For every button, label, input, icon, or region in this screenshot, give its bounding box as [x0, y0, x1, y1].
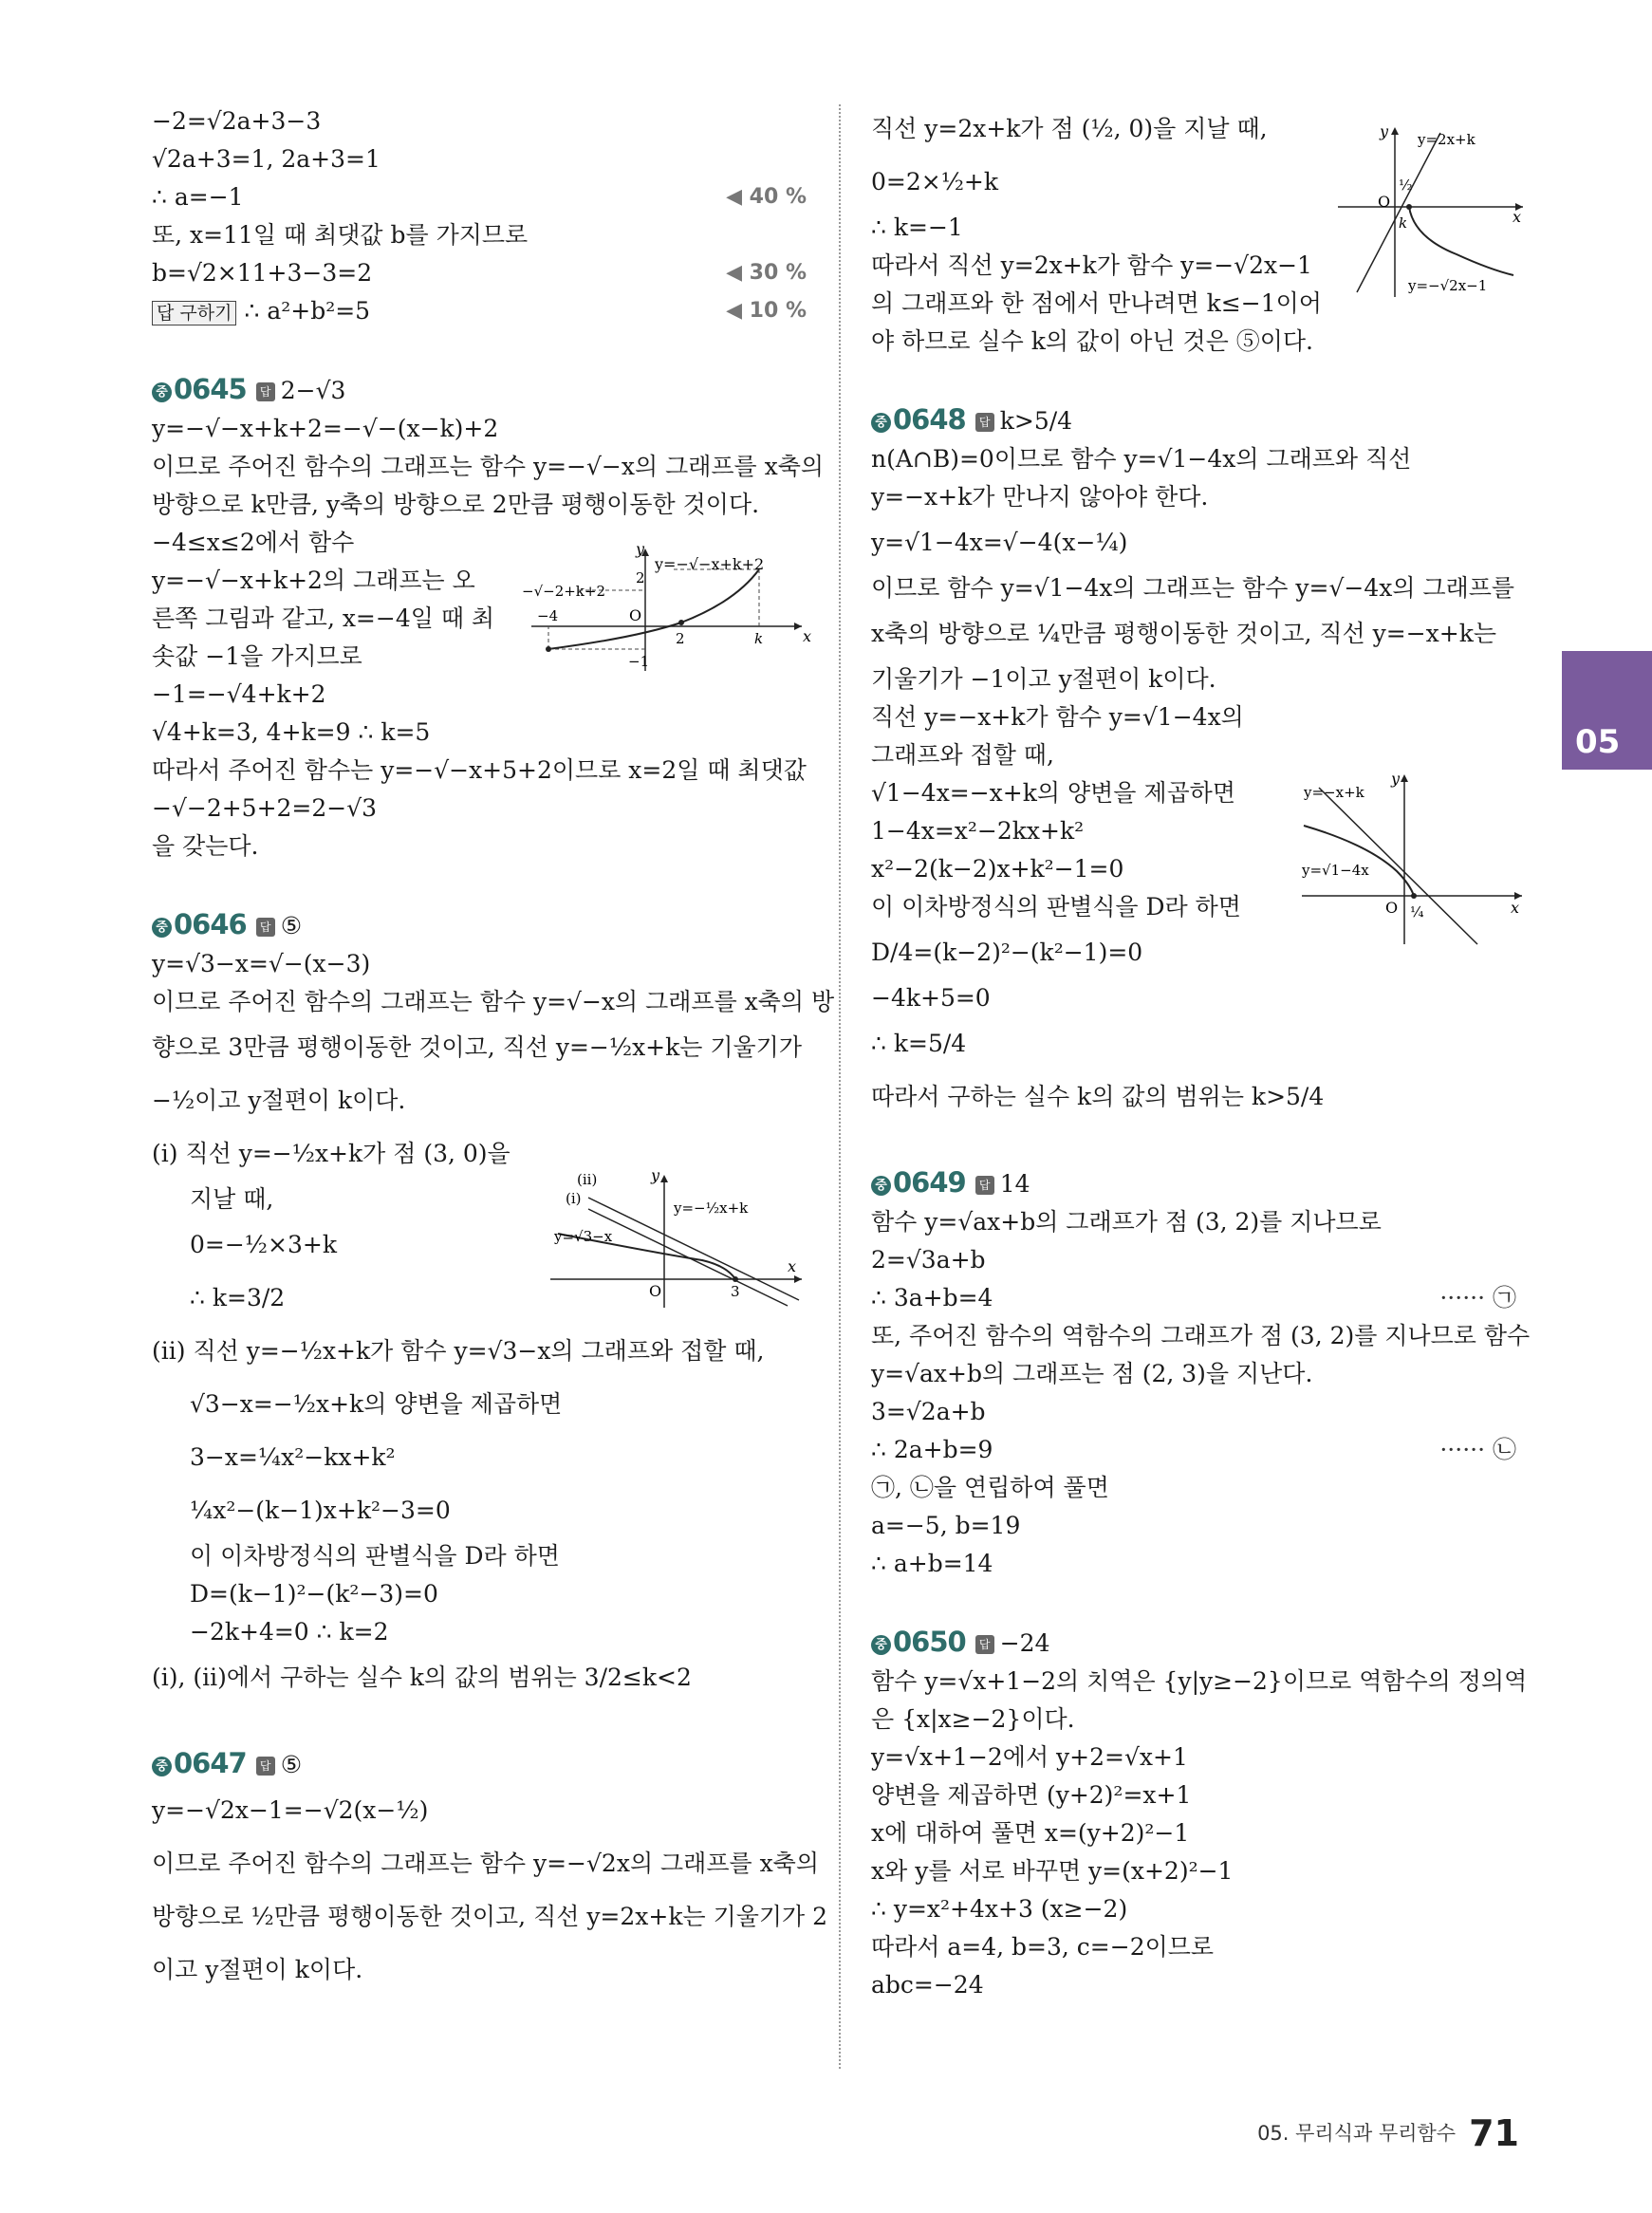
- x-tick: 3: [731, 1283, 740, 1300]
- answer-icon: 답: [256, 382, 275, 401]
- x-axis-label: x: [803, 627, 812, 645]
- solution-line: [871, 323, 1516, 361]
- solution-line: [152, 676, 807, 714]
- solution-line: [871, 1507, 1516, 1545]
- problem-number: 0648: [893, 403, 966, 436]
- case-ii-line: (ii) 직선 y=−½x+k가 함수 y=√3−x의 그래프와 접할 때,: [152, 1337, 765, 1365]
- solution-line: [871, 1890, 1516, 1928]
- solution-line: [871, 1545, 1516, 1583]
- score-percent: ◀ 30 %: [726, 261, 807, 285]
- solution-line: [152, 254, 807, 292]
- solution-line: [871, 979, 1516, 1017]
- solution-line: [871, 1701, 1516, 1739]
- half-tick: ½: [1399, 177, 1413, 194]
- x-tick: k: [754, 630, 764, 647]
- solution-line: [871, 660, 1516, 698]
- solution-line: [871, 698, 1516, 736]
- x-axis-label: x: [1513, 208, 1522, 226]
- line-text: 솟값 −1을 가지므로: [152, 642, 362, 670]
- line-text: y=√ax+b의 그래프는 점 (2, 3)을 지난다.: [871, 1360, 1313, 1387]
- line-text: 함수 y=√ax+b의 그래프가 점 (3, 2)를 지나므로: [871, 1208, 1382, 1236]
- line-text: 이므로 주어진 함수의 그래프는 함수 y=−√−x의 그래프를 x축의: [152, 453, 825, 480]
- line-label: y=−½x+k: [674, 1199, 749, 1217]
- solution-line: [152, 140, 807, 178]
- line-text: 따라서 a=4, b=3, c=−2이므로: [871, 1933, 1215, 1961]
- problem-0647-solution: [152, 1784, 828, 1997]
- case-i-line: 지날 때,: [190, 1185, 274, 1213]
- curve: [548, 569, 759, 649]
- line-text: ∴ k=−1: [871, 214, 963, 241]
- solution-line: [871, 1776, 1516, 1814]
- label-ii: (ii): [577, 1171, 598, 1188]
- level-badge: 중: [152, 382, 172, 402]
- case-i-line: 0=−½×3+k: [190, 1231, 337, 1258]
- line-text: 0=2×½+k: [871, 168, 999, 195]
- line-text: 따라서 구하는 실수 k의 값의 범위는 k>5/4: [871, 1083, 1325, 1110]
- line-label: y=−x+k: [1304, 784, 1364, 801]
- line-text: 기울기가 −1이고 y절편이 k이다.: [871, 665, 1216, 693]
- problem-number: 0647: [174, 1747, 247, 1779]
- endpoint: [546, 646, 551, 652]
- solution-line: [871, 607, 1516, 660]
- line-text: √4+k=3, 4+k=9 ∴ k=5: [152, 718, 431, 746]
- origin-label: O: [629, 606, 642, 624]
- line-text: 그래프와 접할 때,: [871, 741, 1054, 769]
- x-tick: −4: [537, 607, 559, 624]
- line-text: x와 y를 서로 바꾸면 y=(x+2)²−1: [871, 1857, 1234, 1885]
- solution-line: [871, 1663, 1528, 1701]
- line-text: √2a+3=1, 2a+3=1: [152, 145, 381, 173]
- level-badge: 중: [871, 413, 891, 433]
- solution-line: [152, 216, 807, 254]
- solution-line: [871, 569, 1516, 607]
- line-text: −1=−√4+k+2: [152, 680, 326, 708]
- solution-line: [871, 1393, 1516, 1431]
- solution-line: [871, 1431, 1516, 1469]
- case-ii-line: 3−x=¼x²−kx+k²: [190, 1443, 396, 1471]
- origin-label: O: [649, 1282, 662, 1300]
- solution-line: [871, 1070, 1516, 1124]
- solution-line: [871, 1966, 1516, 2004]
- line-text: a=−5, b=19: [871, 1512, 1021, 1539]
- x-axis-label: x: [1511, 899, 1520, 917]
- problem-answer: k>5/4: [999, 407, 1073, 435]
- line-text: ∴ 2a+b=9: [871, 1436, 993, 1463]
- problem-0649-header: [871, 1162, 1516, 1203]
- solution-line: [871, 1279, 1516, 1317]
- endpoint: [733, 1276, 738, 1282]
- y-axis-label: y: [1391, 770, 1401, 788]
- solution-line: [152, 828, 807, 865]
- endpoint: [1411, 893, 1417, 899]
- line-text: ∴ a²+b²=5: [244, 297, 371, 325]
- line-text: y=√1−4x=√−4(x−¼): [871, 529, 1128, 556]
- line-text: y=−√−x+k+2의 그래프는 오: [152, 567, 475, 594]
- level-badge: 중: [152, 918, 172, 938]
- y-value-label: −√−2+k+2: [522, 583, 606, 600]
- line-text: D/4=(k−2)²−(k²−1)=0: [871, 939, 1143, 966]
- x-tick: 2: [676, 630, 685, 647]
- level-badge: 중: [871, 1176, 891, 1196]
- y-axis-arrow: [1391, 127, 1399, 135]
- solution-line: [871, 1928, 1516, 1966]
- solution-line: [871, 1241, 1516, 1279]
- solution-line: [871, 1814, 1516, 1852]
- quarter-tick: ¼: [1410, 903, 1424, 921]
- problem-number: 0646: [174, 908, 247, 940]
- problem-0646-header: [152, 903, 807, 945]
- solution-line: 이므로 주어진 함수의 그래프는 함수 y=√−x의 그래프를 x축의 방: [152, 988, 835, 1015]
- line-text: abc=−24: [871, 1971, 984, 1999]
- x-axis-arrow: [794, 623, 802, 630]
- line-text: 이 이차방정식의 판별식을 D라 하면: [871, 893, 1241, 921]
- problem-number: 0645: [174, 373, 247, 405]
- y-tick: 2: [636, 569, 645, 586]
- case-ii-line: D=(k−1)²−(k²−3)=0: [190, 1580, 438, 1608]
- line-text: 1−4x=x²−2kx+k²: [871, 817, 1085, 845]
- case-i-line: ∴ k=3/2: [190, 1284, 286, 1311]
- solution-line: −½이고 y절편이 k이다.: [152, 1087, 406, 1114]
- level-badge: 중: [871, 1635, 891, 1655]
- problem-0646-solution: [152, 945, 835, 1704]
- line-text: x축의 방향으로 ¼만큼 평행이동한 것이고, 직선 y=−x+k는: [871, 620, 1497, 647]
- page-footer: [1257, 2112, 1519, 2154]
- k-label: k: [1399, 214, 1408, 232]
- graph-0648: [1302, 769, 1526, 949]
- y-tick: −1: [628, 653, 650, 670]
- case-ii-line: 이 이차방정식의 판별식을 D라 하면: [190, 1542, 560, 1570]
- solution-line: [152, 178, 807, 216]
- curve-label: y=√1−4x: [1302, 862, 1369, 879]
- problem-0649-solution: [871, 1203, 1531, 1583]
- graph-0647: [1338, 121, 1528, 302]
- solution-line: [152, 790, 807, 828]
- x-axis-arrow: [794, 1275, 802, 1283]
- y-axis-label: y: [636, 540, 645, 558]
- line-text: ∴ k=5/4: [871, 1030, 967, 1057]
- level-badge: 중: [152, 1757, 172, 1776]
- y-axis-arrow: [660, 1175, 668, 1182]
- x-axis-label: x: [788, 1257, 797, 1275]
- solution-line: 이므로 주어진 함수의 그래프는 함수 y=−√2x의 그래프를 x축의: [152, 1850, 819, 1877]
- answer-icon: 답: [975, 1635, 994, 1654]
- line-text: ∴ y=x²+4x+3 (x≥−2): [871, 1895, 1128, 1923]
- solution-line: [871, 1355, 1516, 1393]
- score-percent: ◀ 40 %: [726, 185, 807, 209]
- problem-answer: −24: [999, 1629, 1050, 1657]
- left-column: [152, 102, 835, 1997]
- solution-line: [871, 1203, 1516, 1241]
- line-text: 따라서 직선 y=2x+k가 함수 y=−√2x−1: [871, 251, 1312, 279]
- case-ii-line: ¼x²−(k−1)x+k²−3=0: [190, 1497, 451, 1524]
- chapter-tab-label: 05: [1575, 723, 1621, 761]
- line-text: 른쪽 그림과 같고, x=−4일 때 최: [152, 604, 495, 632]
- solution-line: [152, 410, 807, 448]
- solution-line: 향으로 3만큼 평행이동한 것이고, 직선 y=−½x+k는 기울기가: [152, 1033, 802, 1061]
- problem-0647-header: [152, 1742, 807, 1784]
- prev-solution-end: [152, 102, 807, 330]
- line-text: 양변을 제곱하면 (y+2)²=x+1: [871, 1781, 1192, 1809]
- case-ii-line: √3−x=−½x+k의 양변을 제곱하면: [190, 1390, 563, 1418]
- solution-line: [152, 752, 807, 790]
- curve-label: y=−√−x+k+2: [655, 555, 765, 573]
- curve-label: y=−√2x−1: [1408, 277, 1488, 294]
- case-i-line: (i) 직선 y=−½x+k가 점 (3, 0)을: [152, 1140, 510, 1167]
- line-text: 은 {x|x≥−2}이다.: [871, 1705, 1075, 1733]
- problem-0650-solution: [871, 1663, 1528, 2004]
- line-text: 또, x=11일 때 최댓값 b를 가지므로: [152, 221, 529, 249]
- problem-0645-header: [152, 368, 807, 410]
- solution-line: [871, 1739, 1516, 1776]
- solution-line: 이고 y절편이 k이다.: [152, 1956, 363, 1983]
- line-text: 직선 y=2x+k가 점 (½, 0)을 지날 때,: [871, 115, 1268, 142]
- solution-line: [152, 714, 807, 752]
- endpoint: [678, 620, 684, 625]
- problem-answer: 14: [999, 1170, 1030, 1198]
- curve: [1304, 826, 1414, 896]
- problem-answer: ⑤: [280, 1751, 303, 1778]
- line-text: ∴ a+b=14: [871, 1550, 993, 1577]
- equation-marker: ······ ㉠: [1439, 1284, 1516, 1311]
- problem-0648-header: [871, 399, 1516, 440]
- answer-icon: 답: [256, 918, 275, 937]
- answer-icon: 답: [256, 1757, 275, 1776]
- line-i: [588, 1209, 788, 1306]
- line-text: n(A∩B)=0이므로 함수 y=√1−4x의 그래프와 직선: [871, 445, 1412, 473]
- solution-line: [152, 102, 807, 140]
- line-text: b=√2×11+3−3=2: [152, 259, 373, 287]
- problem-number: 0649: [893, 1166, 966, 1199]
- chapter-title: 05. 무리식과 무리함수: [1257, 2122, 1457, 2145]
- line-text: x²−2(k−2)x+k²−1=0: [871, 855, 1124, 883]
- line-text: 함수 y=√x+1−2의 치역은 {y|y≥−2}이므로 역함수의 정의역: [871, 1667, 1528, 1695]
- graph-0645: [522, 540, 812, 676]
- origin-label: O: [1385, 899, 1399, 917]
- problem-0650-header: [871, 1621, 1516, 1663]
- line-text: y=√x+1−2에서 y+2=√x+1: [871, 1743, 1188, 1771]
- solution-line: y=−√2x−1=−√2(x−½): [152, 1796, 429, 1824]
- line-text: y=−√−x+k+2=−√−(x−k)+2: [152, 415, 499, 442]
- solution-line: [871, 440, 1516, 478]
- solution-line: [871, 1852, 1516, 1890]
- line-text: 따라서 주어진 함수는 y=−√−x+5+2이므로 x=2일 때 최댓값: [152, 756, 807, 784]
- line-text: 이므로 함수 y=√1−4x의 그래프는 함수 y=√−4x의 그래프를: [871, 574, 1515, 602]
- line-text: 또, 주어진 함수의 역함수의 그래프가 점 (3, 2)를 지나므로 함수: [871, 1322, 1531, 1349]
- line-label: y=2x+k: [1418, 131, 1476, 148]
- solution-line: [152, 448, 825, 486]
- y-axis-label: y: [1380, 122, 1389, 140]
- problem-answer: ⑤: [280, 912, 303, 939]
- label-i: (i): [566, 1190, 582, 1207]
- score-percent: ◀ 10 %: [726, 299, 807, 323]
- line-text: y=−x+k가 만나지 않아야 한다.: [871, 483, 1209, 511]
- answer-icon: 답: [975, 413, 994, 432]
- line-text: ∴ a=−1: [152, 183, 244, 211]
- line-text: 3=√2a+b: [871, 1398, 986, 1425]
- y-axis-arrow: [1401, 774, 1408, 782]
- solution-line: [871, 516, 1516, 569]
- equation-marker: ······ ㉡: [1439, 1436, 1516, 1463]
- curve: [1409, 207, 1513, 275]
- line-text: 직선 y=−x+k가 함수 y=√1−4x의: [871, 703, 1244, 731]
- line-text: −4k+5=0: [871, 984, 991, 1012]
- solution-line: [871, 1317, 1531, 1355]
- conclusion-line: (i), (ii)에서 구하는 실수 k의 값의 범위는 3/2≤k<2: [152, 1664, 692, 1691]
- case-ii-line: −2k+4=0 ∴ k=2: [190, 1618, 389, 1646]
- line-text: 을 갖는다.: [152, 832, 259, 860]
- line-text: −√−2+5+2=2−√3: [152, 794, 378, 822]
- line-text: √1−4x=−x+k의 양변을 제곱하면: [871, 779, 1235, 807]
- line-text: −2=√2a+3−3: [152, 107, 322, 135]
- y-axis-label: y: [651, 1166, 660, 1184]
- solution-line: [871, 1017, 1516, 1070]
- solution-line: 방향으로 ½만큼 평행이동한 것이고, 직선 y=2x+k는 기울기가 2: [152, 1903, 828, 1930]
- solution-line: [152, 292, 807, 330]
- problem-number: 0650: [893, 1626, 966, 1658]
- line-text: −4≤x≤2에서 함수: [152, 529, 355, 556]
- solution-line: [871, 478, 1516, 516]
- right-column: [871, 102, 1531, 2004]
- chapter-tab[interactable]: [1562, 651, 1652, 770]
- line-text: x에 대하여 풀면 x=(y+2)²−1: [871, 1819, 1190, 1847]
- line-text: ㉠, ㉡을 연립하여 풀면: [871, 1474, 1109, 1501]
- column-divider: [839, 104, 841, 2069]
- solution-line: [152, 486, 807, 524]
- line-text: 야 하므로 실수 k의 값이 아닌 것은 ⑤이다.: [871, 327, 1313, 355]
- endpoint: [1406, 204, 1412, 210]
- page-number: 71: [1469, 2112, 1519, 2154]
- line-text: 의 그래프와 한 점에서 만나려면 k≤−1이어: [871, 289, 1322, 317]
- line: [1357, 133, 1440, 292]
- line-text: 2=√3a+b: [871, 1246, 986, 1274]
- answer-icon: 답: [975, 1176, 994, 1195]
- solution-line: y=√3−x=√−(x−3): [152, 950, 371, 977]
- graph-0646: [550, 1167, 807, 1310]
- curve-label: y=√3−x: [554, 1228, 613, 1245]
- line-text: ∴ 3a+b=4: [871, 1284, 993, 1311]
- problem-answer: 2−√3: [280, 377, 346, 404]
- origin-label: O: [1378, 193, 1391, 211]
- answer-step-tag: 답 구하기: [152, 301, 236, 325]
- solution-line: [871, 1469, 1516, 1507]
- line-text: 방향으로 k만큼, y축의 방향으로 2만큼 평행이동한 것이다.: [152, 491, 760, 518]
